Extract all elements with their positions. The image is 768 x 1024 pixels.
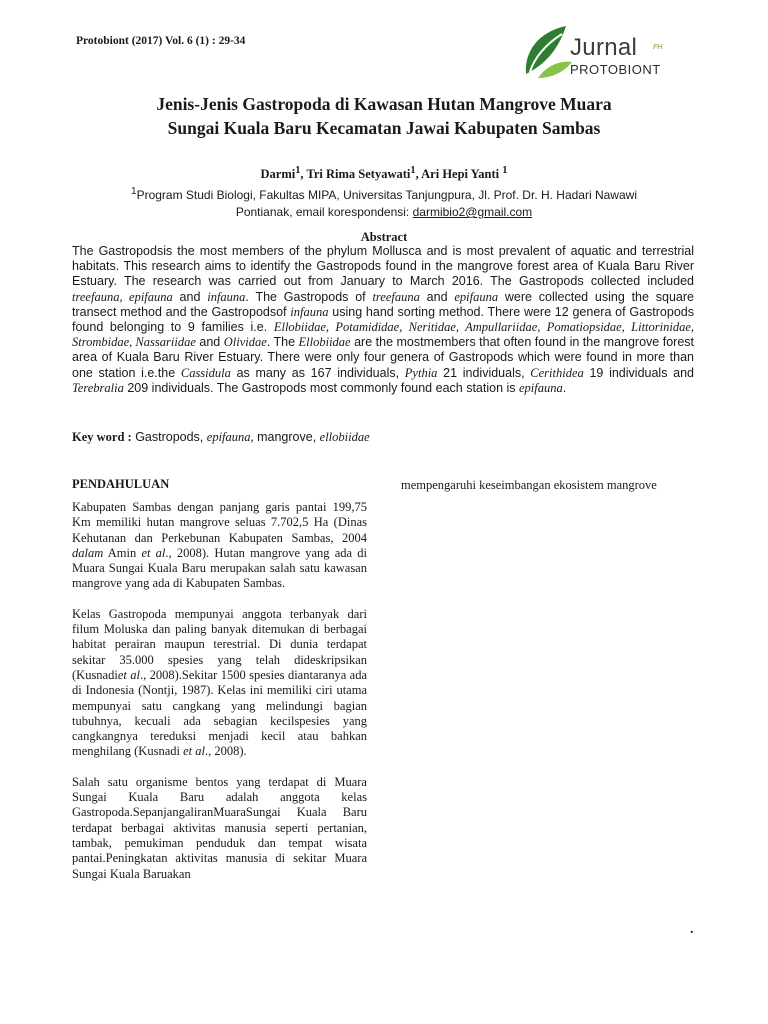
logo-subtitle: PROTOBIONT (570, 62, 661, 77)
paragraph-text: Amin (103, 545, 142, 560)
affiliation-city: Pontianak, email korespondensi: (235, 205, 413, 219)
author-2-affil: 1 (410, 165, 416, 176)
paragraph-1 (72, 500, 367, 592)
abstract-term: Cerithidea (530, 365, 584, 380)
abstract-text: The Gastropodsis the most members of the phylum Mollusca and is most prevalent of aquatic and terrestrial habitats. This research aims to identify the Gastropods found in the mangrove forest area of Kuala Baru River Estuary. The research was carried out from January to March 2016. The Gastropods collected included (72, 244, 694, 289)
abstract-heading: Abstract (360, 230, 408, 244)
author-2: Tri Rima Setyawati (306, 167, 411, 182)
abstract-text: using hand sorting method. There were 12 genera of Gastropods found belonging to 9 families i.e. (72, 304, 694, 335)
abstract-text: and (419, 289, 455, 304)
paragraph-2 (72, 607, 367, 760)
author-list: Darmi$^1$, Tri Rima Setyawati$^1$, Ari Hepi Yanti $^1$ (260, 165, 508, 182)
abstract-term: Ellobiidae (298, 335, 351, 350)
affiliation (76, 183, 692, 221)
abstract-term: infauna (290, 304, 329, 319)
paragraph-text: ., 2008).Sekitar 1500 spesies diantaranya ada di Indonesia (Nontji, 1987). Kelas ini memiliki ciri utama mempunyai satu cangkang yang melindungi bagian tubuhnya, kecuali ada sebagian kecilspesies yang cangkangnya tereduksi menjadi kecil atau bahkan menghilang (Kusnadi (72, 667, 367, 759)
abstract-text: 19 individuals and (583, 365, 695, 380)
left-column (72, 500, 367, 897)
abstract-text: and (172, 289, 208, 304)
abstract-text: were collected using the square transect method and the Gastropodsof (72, 289, 694, 319)
journal-logo (520, 22, 700, 82)
abstract-text: . The (266, 335, 299, 350)
affiliation-line-2 (76, 204, 692, 221)
abstract-text: as many as 167 individuals, (230, 365, 405, 380)
author-1: Darmi (260, 167, 296, 182)
abstract-text: are the mostmembers that often found in the mangrove forest area of Kuala Baru River Estuary. There were only four genera of Gastropods which were found in more than one station i.e.the (72, 335, 694, 380)
abstract-term: Olividae (223, 335, 267, 350)
abstract-term: epifauna (454, 289, 499, 304)
abstract-term: epifauna (519, 380, 563, 395)
author-1-affil: 1 (295, 165, 301, 176)
paper-title (76, 92, 692, 140)
abstract-term: Ellobiidae, Potamididae, Neritidae, Ampullariidae, Pomatiopsidae, Littorinidae, Strombidae, Nassariidae (72, 320, 694, 350)
affiliation-text: Program Studi Biologi, Fakultas MIPA, Universitas Tanjungpura, Jl. Prof. Dr. H. Hadari Nawawi (136, 188, 637, 202)
affiliation-line-1 (76, 183, 692, 204)
author-3: Ari Hepi Yanti (421, 167, 500, 182)
keyword-term: ellobiidae (319, 430, 370, 444)
abstract-text: and (195, 335, 224, 350)
abstract-text: 209 individuals. The Gastropods most commonly found each station is (123, 380, 519, 395)
abstract-term: Cassidula (180, 365, 231, 380)
right-column-text: mempengaruhi keseimbangan ekosistem mangrove (401, 478, 657, 492)
paragraph-italic: et al (141, 545, 166, 560)
paragraph-italic: et al (117, 667, 140, 682)
abstract-text: . (562, 380, 567, 395)
stray-mark: . (690, 922, 694, 937)
abstract-text: . The Gastropods of (245, 289, 373, 304)
paragraph-text: ., 2008). Hutan mangrove yang ada di Muara Sungai Kuala Baru merupakan salah satu kawasan mangrove yang ada di Kabupaten Sambas. (72, 545, 368, 591)
paragraph-italic: dalam (72, 545, 104, 560)
section-heading: PENDAHULUAN (72, 477, 170, 491)
keywords (72, 430, 370, 445)
title-line-1: Jenis-Jenis Gastropoda di Kawasan Hutan Mangrove Muara (156, 94, 612, 114)
abstract-term: treefauna, epifauna (72, 289, 173, 304)
keyword-text: mangrove, (253, 430, 320, 444)
keyword-term: epifauna, (206, 430, 254, 444)
right-column (401, 478, 701, 493)
abstract-body (72, 244, 694, 396)
abstract-term: Terebralia (72, 380, 124, 395)
author-3-affil: 1 (502, 165, 508, 176)
title-line-2: Sungai Kuala Baru Kecamatan Jawai Kabupaten Sambas (167, 118, 601, 138)
keyword-text: Gastropods, (131, 430, 207, 444)
abstract-term: Pythia (404, 365, 438, 380)
logo-wordmark: Jurnal (570, 34, 638, 61)
abstract-term: infauna (207, 289, 246, 304)
paragraph-text: ., 2008). (204, 744, 247, 759)
email-link[interactable]: darmibio2@gmail.com (412, 205, 533, 219)
affiliation-number: 1 (131, 186, 137, 197)
paragraph-3: Salah satu organisme bentos yang terdapat di Muara Sungai Kuala Baru adalah anggota kelas Gastropoda.SepanjangaliranMuaraSungai Kuala Baru terdapat berbagai aktivitas manusia seperti pertanian, tambak, pemukiman penduduk dan tempat wisata pantai.Peningkatan aktivitas manusia di sekitar Muara Sungai Kuala Baruakan (72, 774, 367, 881)
abstract-term: treefauna (372, 289, 420, 304)
paragraph-text: Kabupaten Sambas dengan panjang garis pantai 199,75 Km memiliki hutan mangrove seluas 7.702,5 Ha (Dinas Kehutanan dan Perkebunan Kabupaten Sambas, 2004 (72, 500, 367, 545)
paragraph-text: Kelas Gastropoda mempunyai anggota terbanyak dari filum Moluska dan paling banyak ditemukan di berbagai habitat perairan maupun terestrial. Di dunia terdapat sekitar 35.000 spesies yang telah dideskripsikan (Kusnadi (72, 606, 367, 682)
abstract-text: 21 individuals, (437, 365, 531, 380)
journal-reference: Protobiont (2017) Vol. 6 (1) : 29-34 (76, 35, 246, 47)
logo-superscript: FH (653, 44, 663, 51)
paragraph-italic: et al (183, 744, 205, 759)
keywords-label: Key word : (72, 430, 132, 444)
